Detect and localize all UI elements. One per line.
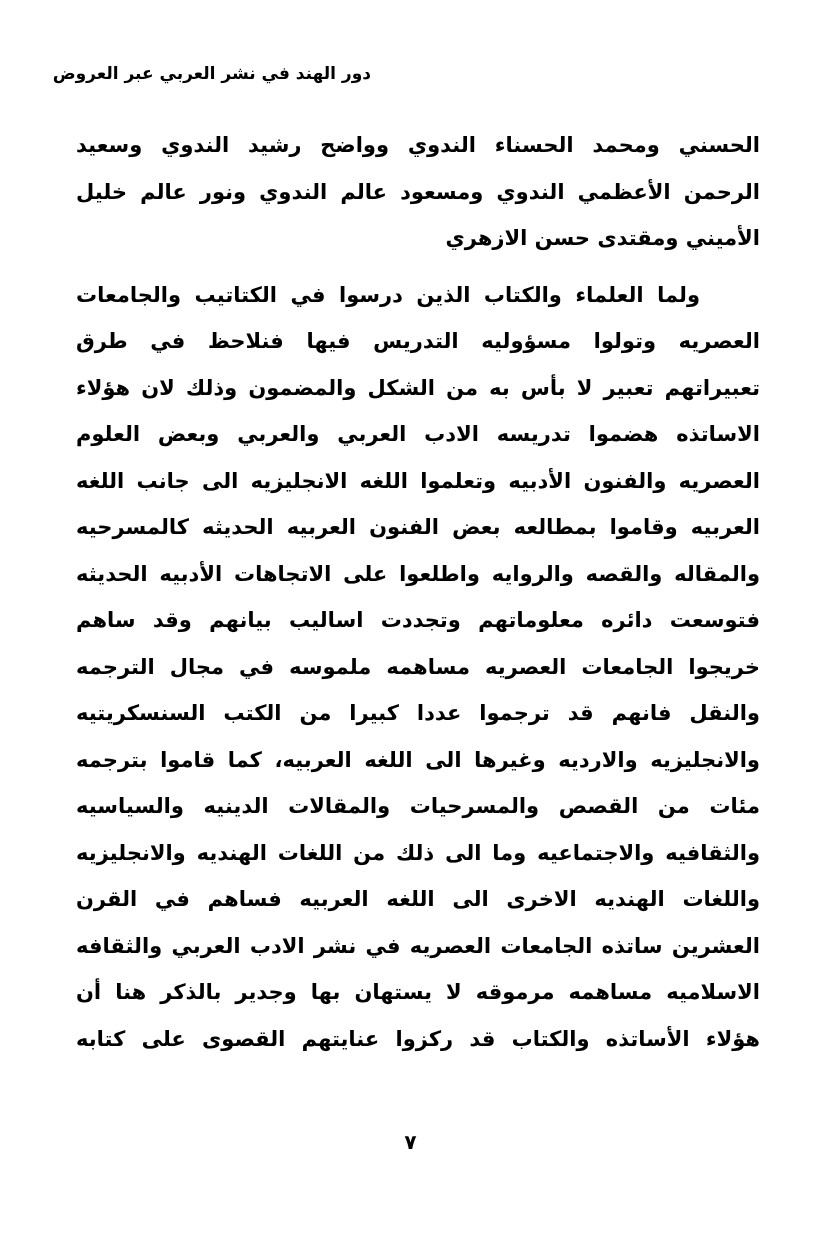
text-line: العصريه والفنون الأدبيه وتعلموا اللغه الانجليزيه الى جانب اللغه [76, 468, 760, 493]
paragraph-2 [76, 272, 760, 1063]
text-line: واللغات الهنديه الاخرى الى اللغه العربيه فساهم في القرن [76, 887, 760, 911]
text-line: هؤلاء الأساتذه والكتاب قد ركزوا عنايتهم القصوى على كتابه [76, 1026, 760, 1051]
text-line: ولما العلماء والكتاب الذين درسوا في الكتاتيب والجامعات [76, 282, 700, 307]
text-line: والمقاله والقصه والروايه واطلعوا على الاتجاهات الأدبيه الحديثه [76, 561, 760, 586]
text-line: تعبيراتهم تعبير لا بأس به من الشكل والمضمون وذلك لان هؤلاء [76, 375, 760, 400]
text-line: خريجوا الجامعات العصريه مساهمه ملموسه في مجال الترجمه [76, 654, 760, 679]
text-line: والانجليزيه والارديه وغيرها الى اللغه العربيه، كما قاموا بترجمه [76, 747, 760, 772]
text-line: العربيه وقاموا بمطالعه بعض الفنون العربيه الحديثه كالمسرحيه [76, 515, 760, 539]
running-header: دور الهند في نشر العربي عبر العروض [52, 64, 371, 84]
text-line: الحسني ومحمد الحسناء الندوي وواضح رشيد الندوي وسعيد [76, 133, 760, 157]
page-number: ٧ [404, 1130, 417, 1154]
text-line: الأميني ومقتدى حسن الازهري [445, 226, 760, 250]
text-line: والنقل فانهم قد ترجموا عددا كبيرا من الكتب السنسكريتيه [76, 701, 760, 725]
text-line: مئات من القصص والمسرحيات والمقالات الدينيه والسياسيه [76, 794, 760, 818]
paragraph-gap [76, 262, 760, 272]
text-line: والثقافيه والاجتماعيه وما الى ذلك من اللغات الهنديه والانجليزيه [76, 840, 760, 865]
body-text [76, 122, 760, 1062]
text-line: الرحمن الأعظمي الندوي ومسعود عالم الندوي ونور عالم خليل [76, 179, 760, 204]
text-line: العشرين ساتذه الجامعات العصريه في نشر الادب العربي والثقافه [76, 933, 760, 958]
text-line: الاسلاميه مساهمه مرموقه لا يستهان بها وجدير بالذكر هنا أن [76, 980, 760, 1004]
text-line: الاساتذه هضموا تدريسه الادب العربي والعربي وبعض العلوم [76, 422, 760, 446]
text-line: فتوسعت دائره معلوماتهم وتجددت اساليب بيانهم وقد ساهم [76, 608, 760, 632]
text-line: العصريه وتولوا مسؤوليه التدريس فيها فنلاحظ في طرق [76, 329, 760, 353]
paragraph-1 [76, 122, 760, 262]
